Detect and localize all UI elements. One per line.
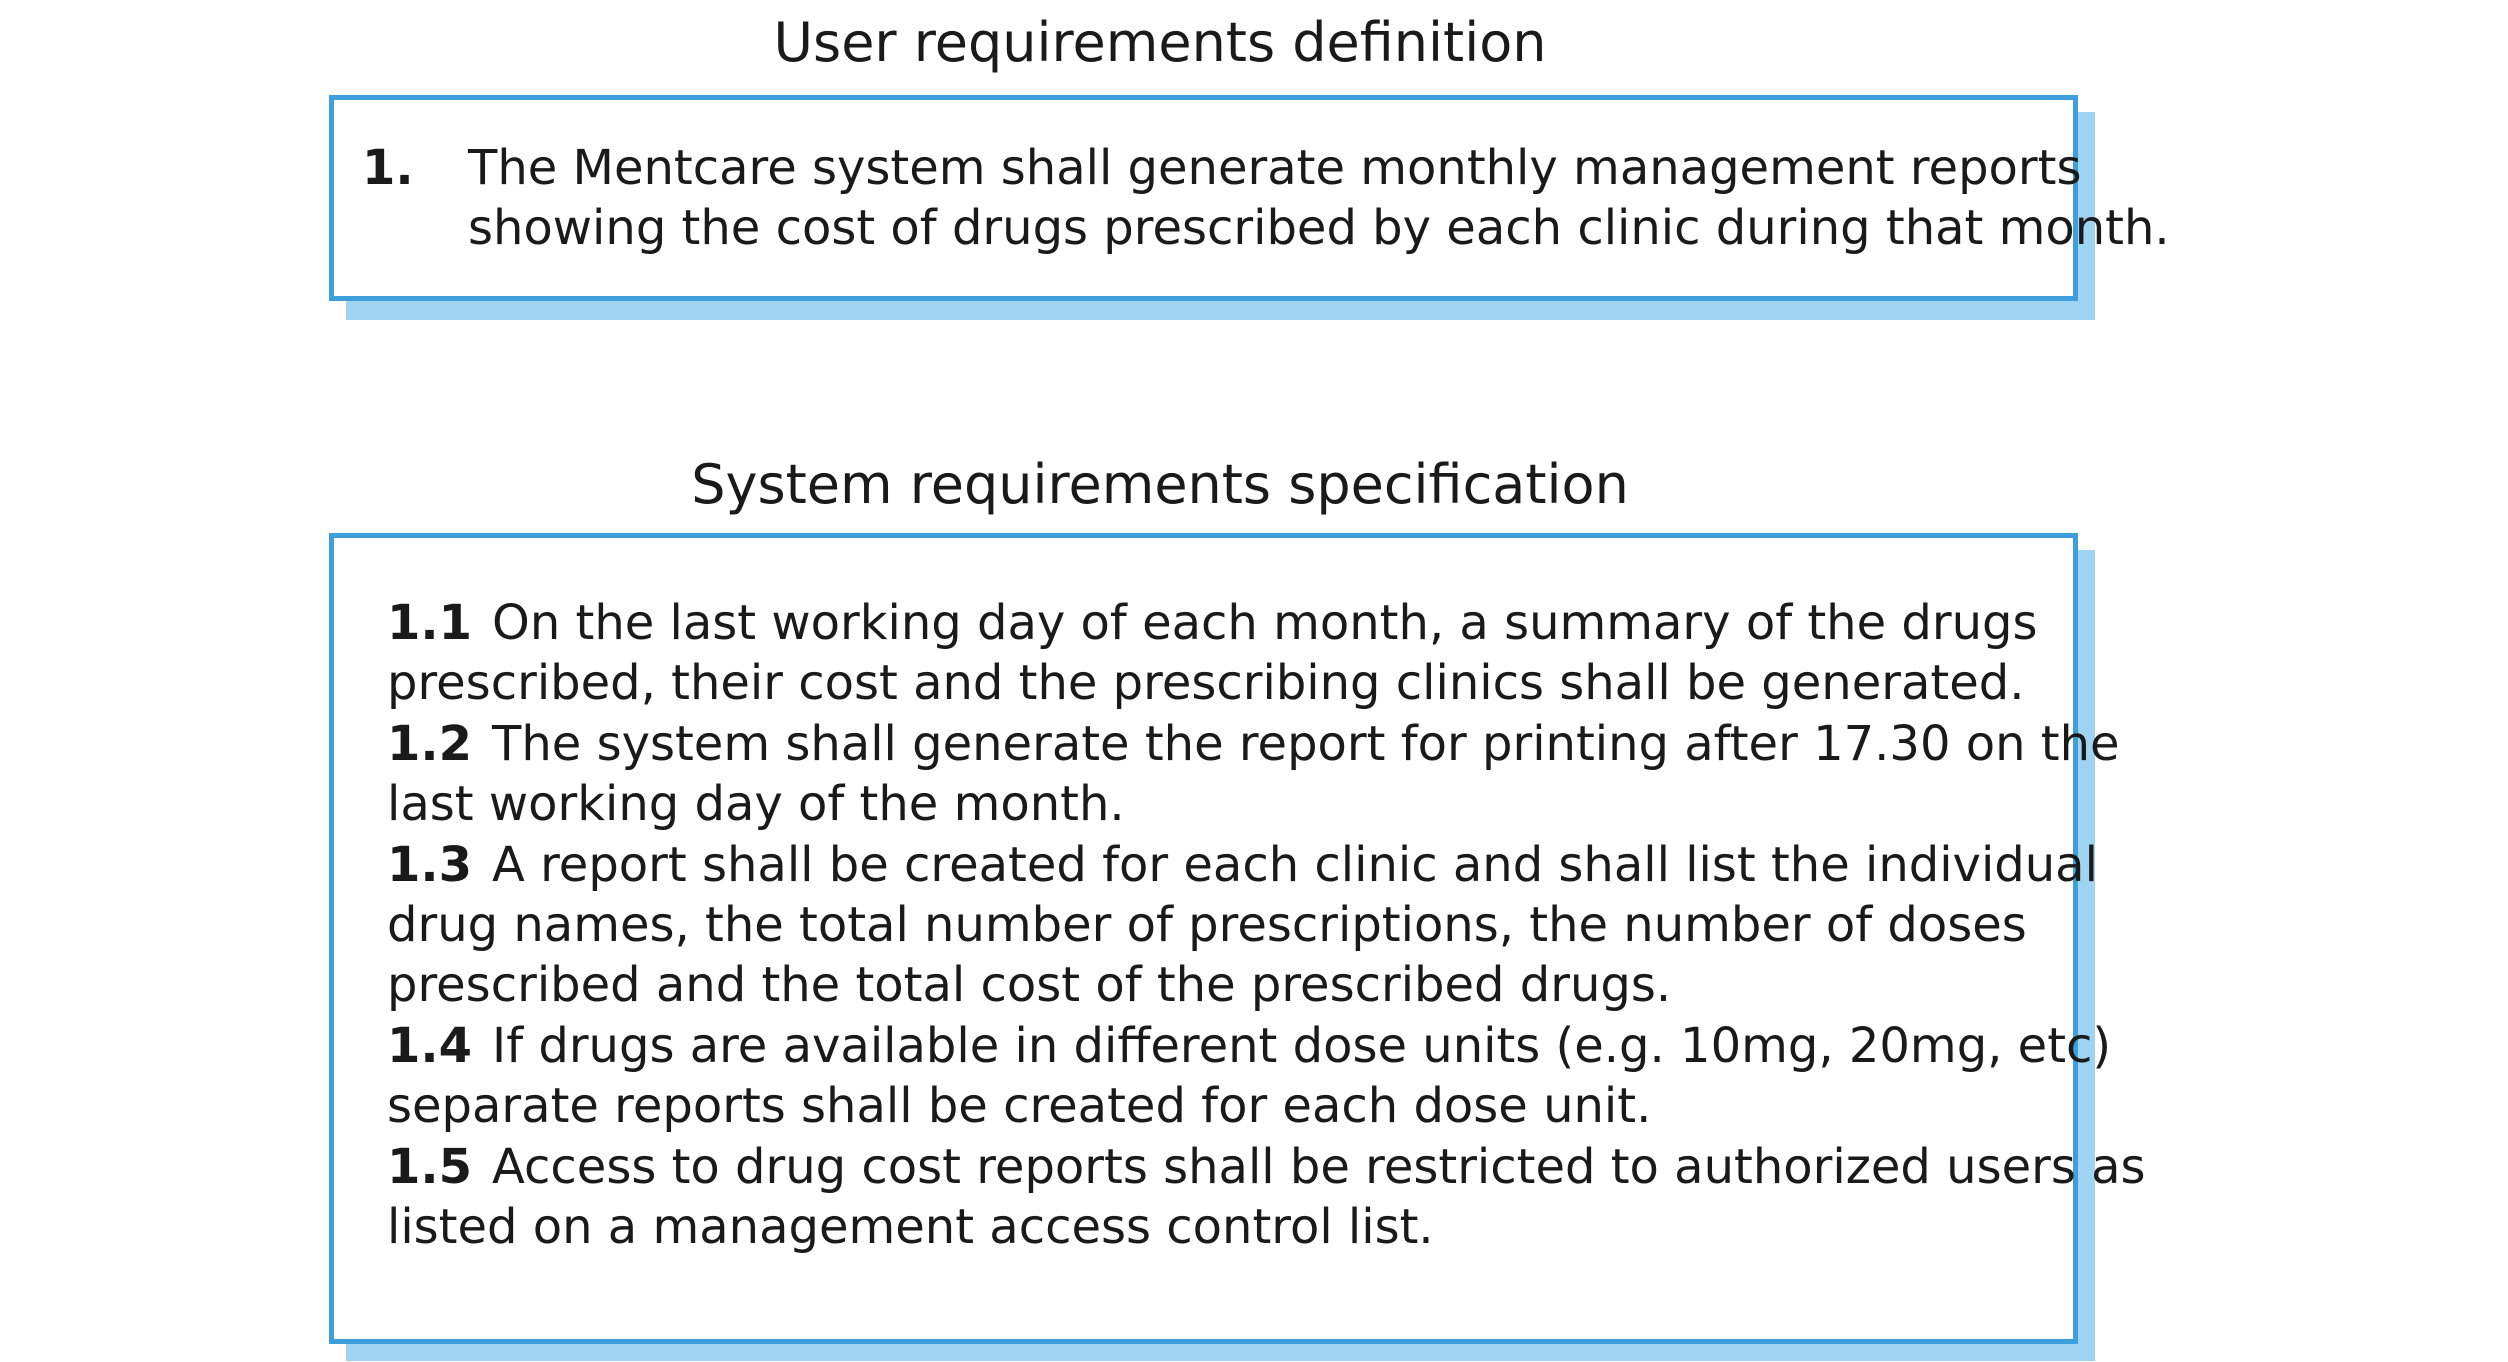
system-requirements-box bbox=[329, 533, 2146, 1344]
requirement-text-line: listed on a management access control list. bbox=[387, 1199, 1434, 1256]
system-requirement-1-5 bbox=[387, 1137, 2146, 1258]
requirement-number: 1.5 bbox=[387, 1138, 473, 1195]
system-requirement-1-1 bbox=[387, 593, 2146, 714]
requirement-text-line: prescribed, their cost and the prescribing clinics shall be generated. bbox=[387, 655, 2025, 712]
requirement-first-line bbox=[387, 835, 2146, 895]
requirement-text-line: drug names, the total number of prescriptions, the number of doses bbox=[387, 897, 2027, 954]
requirement-number: 1.4 bbox=[387, 1017, 473, 1074]
user-requirements-box bbox=[329, 95, 2170, 301]
requirement-text bbox=[468, 138, 2170, 258]
requirement-number: 1.3 bbox=[387, 836, 473, 893]
requirement-text: A report shall be created for each clinic and shall list the individual bbox=[492, 836, 2098, 893]
system-requirements-heading: System requirements specification bbox=[691, 453, 1629, 516]
requirement-first-line bbox=[387, 714, 2146, 774]
requirement-text: If drugs are available in different dose units (e.g. 10mg, 20mg, etc) bbox=[492, 1017, 2112, 1074]
requirement-text: The system shall generate the report for printing after 17.30 on the bbox=[492, 715, 2120, 772]
requirement-first-line bbox=[387, 593, 2146, 653]
requirement-text-line: prescribed and the total cost of the prescribed drugs. bbox=[387, 957, 1672, 1014]
requirement-number: 1.1 bbox=[387, 595, 473, 651]
requirement-text-line: separate reports shall be created for each dose unit. bbox=[387, 1078, 1652, 1135]
requirement-first-line bbox=[387, 1137, 2146, 1197]
system-requirement-1-4 bbox=[387, 1016, 2146, 1137]
requirement-text-line: showing the cost of drugs prescribed by each clinic during that month. bbox=[468, 200, 2170, 256]
requirement-number: 1. bbox=[362, 140, 414, 196]
system-requirement-1-2 bbox=[387, 714, 2146, 835]
system-requirement-1-3 bbox=[387, 835, 2146, 1016]
user-requirements-heading: User requirements definition bbox=[773, 11, 1547, 74]
system-requirements-list bbox=[387, 593, 2146, 1257]
requirement-text-line: last working day of the month. bbox=[387, 776, 1125, 833]
requirement-text-line: The Mentcare system shall generate monthly management reports bbox=[468, 140, 2082, 196]
requirement-text: Access to drug cost reports shall be restricted to authorized users as bbox=[492, 1138, 2146, 1195]
requirement-text: On the last working day of each month, a summary of the drugs bbox=[492, 595, 2038, 651]
requirement-first-line bbox=[387, 1016, 2146, 1076]
requirement-number: 1.2 bbox=[387, 715, 473, 772]
